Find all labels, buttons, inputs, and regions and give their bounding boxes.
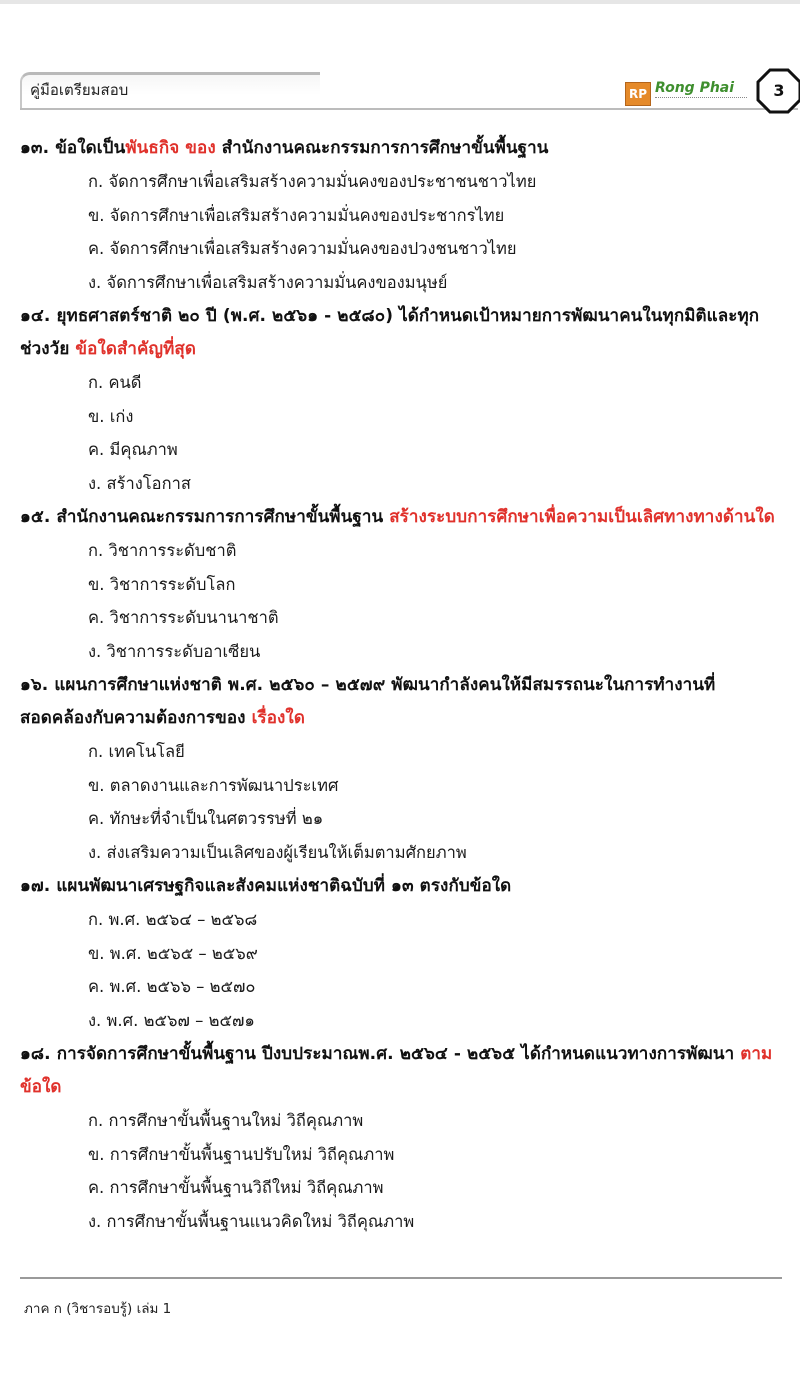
question-stem: แผนการศึกษาแห่งชาติ พ.ศ. ๒๕๖๐ – ๒๕๗๙ พัฒนากำลังคนให้มีสมรรถนะในการทำงานที่สอดคล้องกับความต้องการของ [20,675,716,728]
footer-rule [20,1277,782,1279]
rong-phai-logo [625,80,750,108]
answer-option: ข. เก่ง [88,406,134,426]
answer-option: ข. ตลาดงานและการพัฒนาประเทศ [88,775,339,795]
answer-option: ข. พ.ศ. ๒๕๖๕ – ๒๕๖๙ [88,943,258,963]
question-18 [20,1038,785,1238]
header-title: คู่มือเตรียมสอบ [30,81,129,99]
question-stem: สำนักงานคณะกรรมการการศึกษาขั้นพื้นฐาน [56,507,390,527]
question-14 [20,300,785,500]
question-text [20,669,785,735]
answer-option: ก. คนดี [88,373,142,392]
question-number: ๑๕. [20,507,51,527]
answer-option: ข. จัดการศึกษาเพื่อเสริมสร้างความมั่นคงของประชากรไทย [88,205,505,225]
question-text [20,132,785,165]
question-number: ๑๘. [20,1044,51,1064]
question-text [20,501,785,534]
answer-option: ค. พ.ศ. ๒๕๖๖ – ๒๕๗๐ [88,977,256,996]
page-number-badge [756,68,800,114]
answer-option: ข. วิชาการระดับโลก [88,574,236,594]
question-15 [20,501,785,668]
question-stem: แผนพัฒนาเศรษฐกิจและสังคมแห่งชาติฉบับที่ ๑๓ ตรงกับข้อใด [56,876,512,896]
answer-option: ค. วิชาการระดับนานาชาติ [88,608,279,627]
question-stem: ข้อใดเป็น [55,138,126,158]
answer-option: ก. จัดการศึกษาเพื่อเสริมสร้างความมั่นคงของประชาชนชาวไทย [88,172,537,191]
question-text [20,300,785,366]
answer-option: ง. วิชาการระดับอาเซียน [88,641,261,661]
answer-option: ค. มีคุณภาพ [88,440,178,459]
question-stem: สำนักงานคณะกรรมการการศึกษาขั้นพื้นฐาน [215,138,549,158]
question-stem: การจัดการศึกษาขั้นพื้นฐาน ปีงบประมาณพ.ศ. ๒๕๖๔ - ๒๕๖๕ ได้กำหนดแนวทางการพัฒนา [56,1044,741,1064]
logo-tagline-line [655,97,747,103]
question-emphasis: ตามข้อใด [20,1044,773,1097]
answer-option: ค. ทักษะที่จำเป็นในศตวรรษที่ ๒๑ [88,809,324,828]
question-number: ๑๗. [20,876,51,896]
question-number: ๑๔. [20,306,51,326]
answer-option: ก. พ.ศ. ๒๕๖๔ – ๒๕๖๘ [88,910,258,929]
question-text [20,870,785,903]
question-emphasis: สร้างระบบการศึกษาเพื่อความเป็นเลิศทางทางด้านใด [389,507,775,527]
answer-option: ง. จัดการศึกษาเพื่อเสริมสร้างความมั่นคงของมนุษย์ [88,272,448,292]
page-number: 3 [773,81,785,100]
answer-option: ง. พ.ศ. ๒๕๖๗ – ๒๕๗๑ [88,1010,255,1030]
question-emphasis: ข้อใดสำคัญที่สุด [75,339,196,359]
logo-name: Rong Phai [655,80,735,96]
answer-option: ก. การศึกษาขั้นพื้นฐานใหม่ วิถีคุณภาพ [88,1111,364,1130]
logo-initials: RP [625,82,651,106]
answer-option: ง. สร้างโอกาส [88,473,191,493]
question-stem: ยุทธศาสตร์ชาติ ๒๐ ปี (พ.ศ. ๒๕๖๑ - ๒๕๘๐) ได้กำหนดเป้าหมายการพัฒนาคนในทุกมิติและทุกช่วงวัย [20,306,760,359]
question-17 [20,870,785,1037]
answer-option: ค. จัดการศึกษาเพื่อเสริมสร้างความมั่นคงของปวงชนชาวไทย [88,239,517,258]
answer-option: ก. เทคโนโลยี [88,742,185,761]
page-header [20,64,798,114]
question-text [20,1038,785,1104]
question-emphasis: พันธกิจ ของ [125,138,216,158]
question-emphasis: เรื่องใด [251,708,305,728]
question-13 [20,132,785,299]
answer-option: ข. การศึกษาขั้นพื้นฐานปรับใหม่ วิถีคุณภาพ [88,1144,395,1164]
answer-option: ค. การศึกษาขั้นพื้นฐานวิถีใหม่ วิถีคุณภาพ [88,1178,384,1197]
footer-text: ภาค ก (วิชารอบรู้) เล่ม 1 [24,1301,172,1317]
question-number: ๑๖. [20,675,49,695]
answer-option: ง. การศึกษาขั้นพื้นฐานแนวคิดใหม่ วิถีคุณภาพ [88,1211,415,1231]
question-number: ๑๓. [20,138,50,158]
answer-option: ก. วิชาการระดับชาติ [88,541,237,560]
top-edge [0,0,800,4]
answer-option: ง. ส่งเสริมความเป็นเลิศของผู้เรียนให้เต็มตามศักยภาพ [88,842,467,862]
question-list [20,132,785,1239]
question-16 [20,669,785,869]
header-rule [20,108,798,110]
